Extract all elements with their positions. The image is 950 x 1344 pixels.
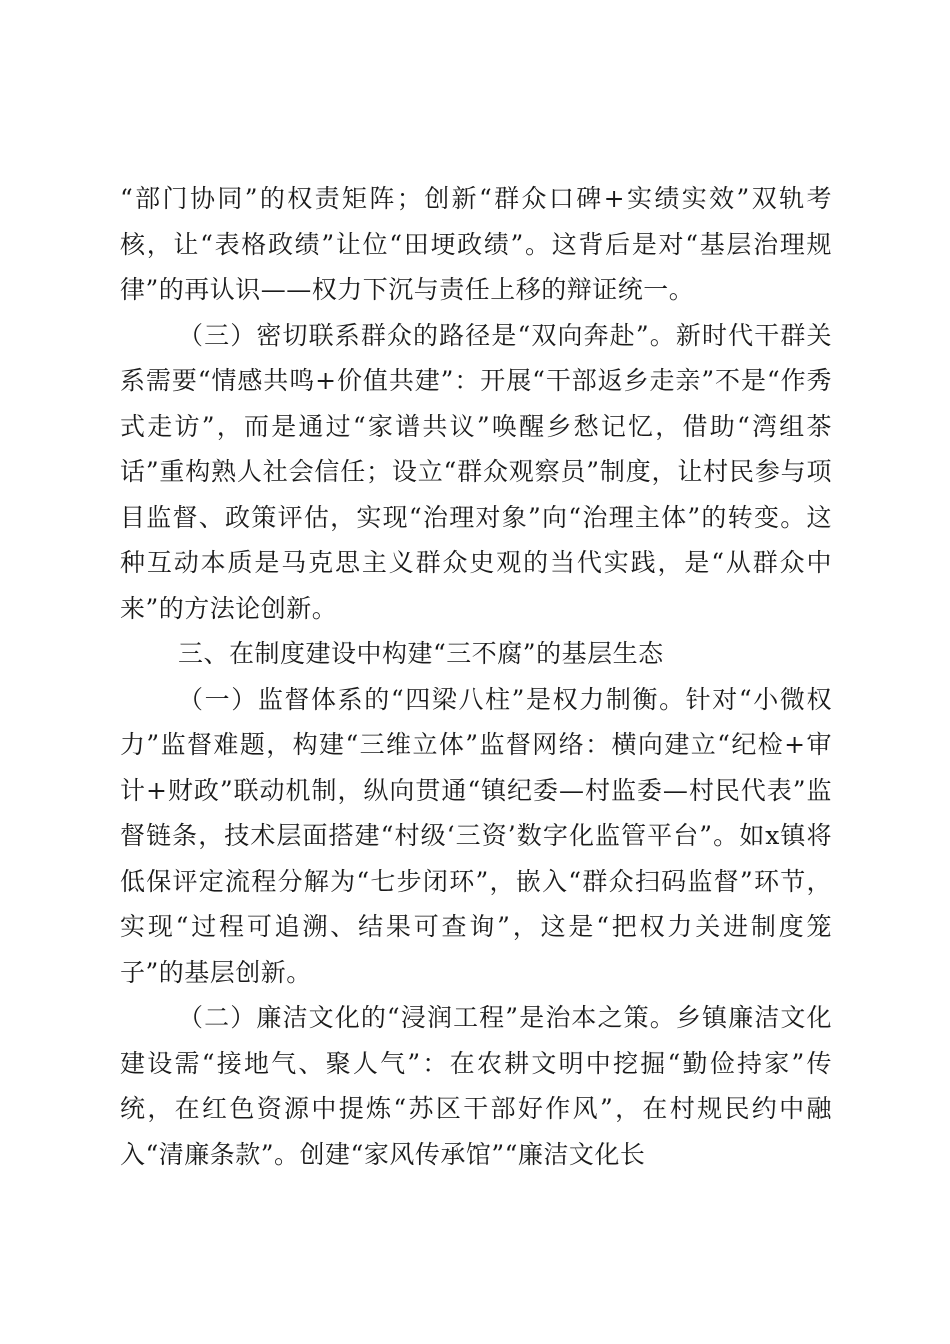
section-heading-three: 三、在制度建设中构建“三不腐”的基层生态	[178, 639, 664, 668]
paragraph-continuation: “部门协同”的权责矩阵；创新“群众口碑+实绩实效”双轨考核，让“表格政绩”让位“田埂政绩”。这背后是对“基层治理规律”的再认识——权力下沉与责任上移的辩证统一。	[120, 184, 832, 304]
paragraph-mass-line: （三）密切联系群众的路径是“双向奔赴”。新时代干群关系需要“情感共鸣+价值共建”：开展“干部返乡走亲”不是“作秀式走访”，而是通过“家谱共议”唤醒乡愁记忆，借助“湾组茶话”重构熟人社会信任；设立“群众观察员”制度，让村民参与项目监督、政策评估，实现“治理对象”向“治理主体”的转变。这种互动本质是马克思主义群众史观的当代实践，是“从群众中来”的方法论创新。	[120, 320, 832, 623]
paragraph-supervision-system: （一）监督体系的“四梁八柱”是权力制衡。针对“小微权力”监督难题，构建“三维立体”监督网络：横向建立“纪检+审计+财政”联动机制，纵向贯通“镇纪委—村监委—村民代表”监督链条，技术层面搭建“村级‘三资’数字化监管平台”。如x镇将低保评定流程分解为“七步闭环”，嵌入“群众扫码监督”环节，实现“过程可追溯、结果可查询”，这是“把权力关进制度笼子”的基层创新。	[120, 684, 832, 987]
paragraph-integrity-culture: （二）廉洁文化的“浸润工程”是治本之策。乡镇廉洁文化建设需“接地气、聚人气”：在农耕文明中挖掘“勤俭持家”传统，在红色资源中提炼“苏区干部好作风”，在村规民约中融入“清廉条款”。创建“家风传承馆”“廉洁文化长	[120, 1003, 832, 1169]
document-body	[120, 176, 832, 1177]
